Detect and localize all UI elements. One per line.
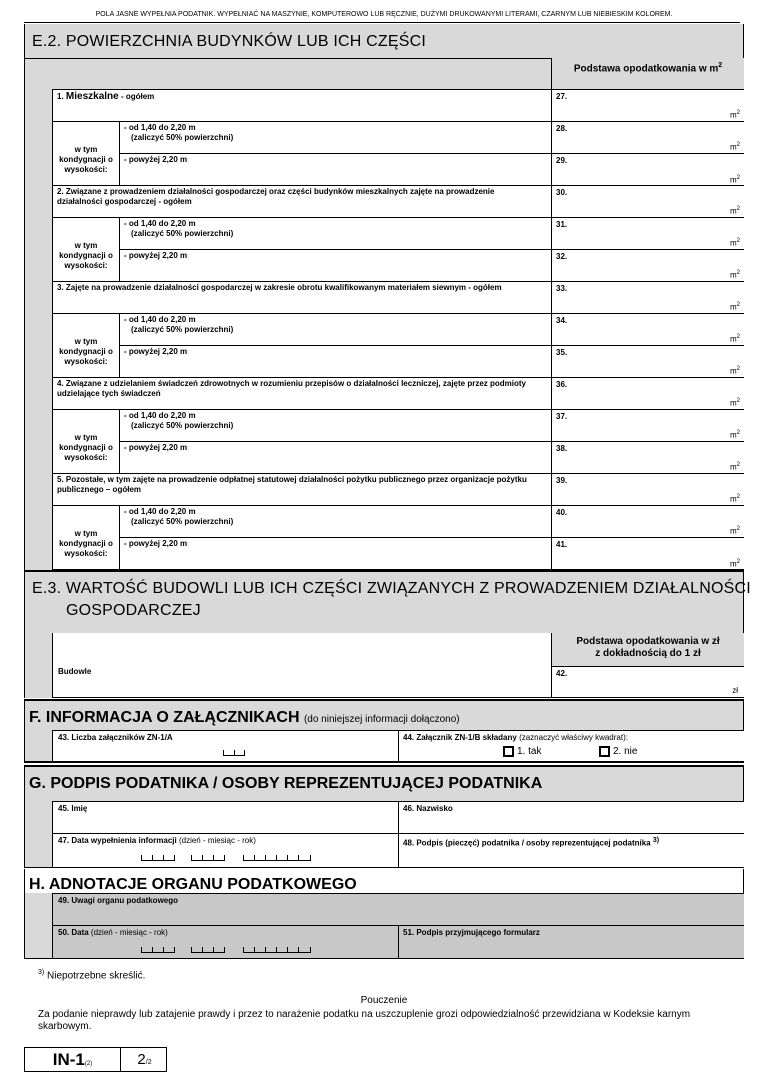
option-nie[interactable] bbox=[599, 746, 637, 757]
field-47-month-boxes bbox=[191, 856, 225, 861]
field-unit bbox=[730, 238, 740, 248]
field-47-label-text: 47. Data wypełnienia informacji bbox=[58, 836, 177, 845]
e2-subrow-rule bbox=[120, 345, 551, 346]
field-number: 33. bbox=[556, 284, 568, 293]
option-tak[interactable] bbox=[503, 746, 541, 757]
e2-subrow-rule bbox=[52, 121, 551, 122]
e3-row-label: Budowle bbox=[58, 667, 92, 676]
field-50-year-boxes bbox=[243, 948, 311, 953]
field-number: 34. bbox=[556, 316, 568, 325]
field-unit bbox=[730, 559, 740, 569]
field-unit-text: m bbox=[729, 239, 737, 248]
field-50-month-boxes bbox=[191, 948, 225, 953]
page-total: /2 bbox=[145, 1059, 152, 1066]
field-47-year-boxes bbox=[243, 856, 311, 861]
field-50-hint: (dzień - miesiąc - rok) bbox=[90, 928, 168, 937]
e2-subrow-rule bbox=[52, 313, 551, 314]
pouczenie-text: Za podanie nieprawdy lub zatajenie prawdy i przez to narażenie podatku na uszczuplenie grozi odpowiedzialność przewidziana w Kodeksie karnym skarbowym. bbox=[38, 1009, 691, 1032]
field-unit-text: m bbox=[729, 560, 737, 569]
field-unit-sup: 2 bbox=[736, 270, 740, 277]
field-number: 41. bbox=[556, 540, 568, 549]
e2-range-low-line1: - od 1,40 do 2,20 m bbox=[124, 219, 196, 228]
e2-sub-label bbox=[52, 241, 120, 271]
field-unit bbox=[730, 175, 740, 185]
e2-sub-label bbox=[52, 529, 120, 559]
field-46-label: 46. Nazwisko bbox=[403, 804, 453, 813]
field-47-day-boxes bbox=[141, 856, 175, 861]
field-area-high[interactable] bbox=[551, 441, 744, 473]
checkbox-tak[interactable] bbox=[503, 746, 514, 757]
field-unit-text: m bbox=[729, 527, 737, 536]
field-unit bbox=[730, 270, 740, 280]
form-id: IN-1 bbox=[52, 1050, 85, 1069]
field-number: 38. bbox=[556, 444, 568, 453]
fill-instructions: POLA JASNE WYPEŁNIA PODATNIK. WYPEŁNIAĆ NA MASZYNIE, KOMPUTEROWO LUB RĘCZNIE, DUŻYMI DRUKOWANYMI LITERAMI, CZARNYM LUB NIEBIESKIM KOLOREM. bbox=[95, 11, 673, 18]
e2-range-low bbox=[124, 315, 233, 335]
field-unit bbox=[730, 334, 740, 344]
e3-column-header-line1: Podstawa opodatkowania w zł bbox=[576, 636, 720, 647]
field-unit-sup: 2 bbox=[736, 302, 740, 309]
e2-group-title: 4. Związane z udzielaniem świadczeń zdrowotnych w rozumieniu przepisów o działalności leczniczej, zajęte przez podmioty udzielające tych świadczeń bbox=[57, 379, 526, 398]
footnote-text: Niepotrzebne skreślić. bbox=[47, 970, 146, 982]
e2-sub-label-line2: kondygnacji o bbox=[59, 155, 113, 164]
e2-group-title bbox=[57, 91, 154, 102]
field-unit-text: m bbox=[729, 271, 737, 280]
e2-range-low-line2: (zaliczyć 50% powierzchni) bbox=[131, 421, 234, 430]
e2-sub-label-line1: w tym bbox=[74, 337, 98, 346]
e3-column-header-line2: z dokładnością do 1 zł bbox=[595, 648, 701, 659]
field-area-high[interactable] bbox=[551, 249, 744, 281]
field-unit bbox=[730, 398, 740, 408]
e2-sub-label-line2: kondygnacji o bbox=[59, 347, 113, 356]
e2-range-low bbox=[124, 219, 233, 239]
field-48-label-text: 48. Podpis (pieczęć) podatnika / osoby reprezentującej podatnika bbox=[403, 838, 651, 848]
field-42[interactable] bbox=[551, 666, 744, 698]
field-unit bbox=[730, 302, 740, 312]
field-area-high[interactable] bbox=[551, 537, 744, 570]
field-unit bbox=[730, 110, 740, 120]
field-unit-text: m bbox=[729, 143, 737, 152]
field-48-label bbox=[403, 836, 659, 849]
e2-group-title: 5. Pozostałe, w tym zajęte na prowadzenie odpłatnej statutowej działalności pożytku publicznego przez organizacje pożytku publicznego – ogółem bbox=[57, 475, 527, 494]
field-unit-text: m bbox=[729, 399, 737, 408]
field-area-total[interactable] bbox=[551, 89, 744, 121]
e2-sub-label-line2: kondygnacji o bbox=[59, 251, 113, 260]
field-area-total[interactable] bbox=[551, 473, 744, 505]
field-unit-sup: 2 bbox=[736, 526, 740, 533]
field-47-hint: (dzień - miesiąc - rok) bbox=[178, 836, 256, 845]
e2-group-title-main: Mieszkalne bbox=[65, 91, 119, 102]
field-50-label bbox=[58, 928, 168, 938]
e2-range-low-line1: - od 1,40 do 2,20 m bbox=[124, 315, 196, 324]
e2-sub-label-line3: wysokości: bbox=[64, 165, 108, 174]
field-unit-sup: 2 bbox=[736, 175, 740, 182]
field-unit bbox=[730, 494, 740, 504]
footnote bbox=[38, 969, 145, 981]
e3-label-cell bbox=[52, 633, 551, 698]
field-unit-text: m bbox=[729, 335, 737, 344]
e2-range-high: - powyżej 2,20 m bbox=[124, 443, 188, 452]
field-49 bbox=[52, 893, 744, 925]
checkbox-nie[interactable] bbox=[599, 746, 610, 757]
f-title-sub: (do niniejszej informacji dołączono) bbox=[303, 714, 460, 725]
e2-range-low-line1: - od 1,40 do 2,20 m bbox=[124, 411, 196, 420]
f-title-text: F. INFORMACJA O ZAŁĄCZNIKACH bbox=[29, 709, 300, 726]
field-42-number: 42. bbox=[556, 669, 568, 678]
field-unit-sup: 2 bbox=[736, 494, 740, 501]
e2-range-low-line1: - od 1,40 do 2,20 m bbox=[124, 507, 196, 516]
e2-sub-label-line3: wysokości: bbox=[64, 549, 108, 558]
field-51 bbox=[398, 925, 744, 958]
field-number: 29. bbox=[556, 156, 568, 165]
field-unit bbox=[730, 206, 740, 216]
field-unit bbox=[730, 430, 740, 440]
field-area-low[interactable] bbox=[551, 313, 744, 345]
field-44-label-text: 44. Załącznik ZN-1/B składany bbox=[403, 733, 517, 742]
e2-subrow-rule bbox=[120, 441, 551, 442]
pouczenie-title: Pouczenie bbox=[360, 995, 408, 1006]
field-50 bbox=[52, 925, 398, 958]
field-number: 36. bbox=[556, 380, 568, 389]
field-unit bbox=[730, 462, 740, 472]
e3-title-line1: E.3. WARTOŚĆ BUDOWLI LUB ICH CZĘŚCI ZWIĄZANYCH Z PROWADZENIEM DZIAŁALNOŚCI bbox=[32, 580, 751, 597]
field-45[interactable] bbox=[52, 801, 398, 833]
e2-range-low bbox=[124, 507, 233, 527]
form-id-cell bbox=[25, 1048, 121, 1071]
field-area-total[interactable] bbox=[551, 281, 744, 313]
page-number: 2 bbox=[137, 1051, 146, 1068]
field-unit-text: m bbox=[729, 303, 737, 312]
field-unit-sup: 2 bbox=[736, 238, 740, 245]
field-44 bbox=[398, 730, 744, 761]
field-unit-text: m bbox=[729, 495, 737, 504]
e2-range-low-line2: (zaliczyć 50% powierzchni) bbox=[131, 517, 234, 526]
e2-group-title-num: 1. bbox=[57, 92, 64, 101]
field-unit bbox=[730, 366, 740, 376]
e2-sub-label-line1: w tym bbox=[74, 145, 98, 154]
e2-group-title: 2. Związane z prowadzeniem działalności gospodarczej oraz części budynków mieszkalnych zajęte na prowadzenie działalności gospodarczej - ogółem bbox=[57, 187, 495, 206]
e2-range-low-line2: (zaliczyć 50% powierzchni) bbox=[131, 325, 234, 334]
field-number: 37. bbox=[556, 412, 568, 421]
e2-range-low-line1: - od 1,40 do 2,20 m bbox=[124, 123, 196, 132]
field-unit-text: m bbox=[729, 176, 737, 185]
field-number: 35. bbox=[556, 348, 568, 357]
e2-group-title-rest: - ogółem bbox=[118, 92, 155, 101]
f-title bbox=[29, 709, 460, 727]
field-42-unit: zł bbox=[732, 686, 738, 695]
e2-subrow-rule bbox=[120, 537, 551, 538]
field-area-low[interactable] bbox=[551, 217, 744, 249]
e2-column-header bbox=[551, 58, 744, 89]
e2-sub-label-line2: kondygnacji o bbox=[59, 539, 113, 548]
e2-subrow-rule bbox=[120, 153, 551, 154]
field-unit-sup: 2 bbox=[736, 206, 740, 213]
field-unit-sup: 2 bbox=[736, 559, 740, 566]
footnote-sup: 3) bbox=[38, 969, 45, 976]
e2-range-low-line2: (zaliczyć 50% powierzchni) bbox=[131, 133, 234, 142]
field-43-digit-boxes bbox=[223, 751, 245, 756]
field-unit-sup: 2 bbox=[736, 462, 740, 469]
field-number: 39. bbox=[556, 476, 568, 485]
e2-title: E.2. POWIERZCHNIA BUDYNKÓW LUB ICH CZĘŚCI bbox=[32, 33, 427, 50]
field-44-label bbox=[403, 733, 628, 743]
e2-sub-label-line3: wysokości: bbox=[64, 261, 108, 270]
field-unit-sup: 2 bbox=[736, 334, 740, 341]
field-46[interactable] bbox=[398, 801, 744, 833]
e3-column-header bbox=[551, 633, 744, 666]
e2-sub-label-line1: w tym bbox=[74, 433, 98, 442]
e2-sub-label bbox=[52, 433, 120, 463]
field-number: 27. bbox=[556, 92, 568, 101]
field-43[interactable] bbox=[52, 730, 398, 761]
field-number: 30. bbox=[556, 188, 568, 197]
field-unit-text: m bbox=[729, 431, 737, 440]
field-50-label-text: 50. Data bbox=[58, 928, 89, 937]
field-47[interactable] bbox=[52, 833, 398, 867]
field-unit-text: m bbox=[729, 367, 737, 376]
field-unit-text: m bbox=[729, 111, 737, 120]
form-id-box bbox=[24, 1047, 167, 1072]
field-49-label: 49. Uwagi organu podatkowego bbox=[58, 896, 179, 905]
g-title: G. PODPIS PODATNIKA / OSOBY REPREZENTUJĄCEJ PODATNIKA bbox=[29, 775, 543, 792]
field-43-label: 43. Liczba załączników ZN-1/A bbox=[58, 733, 173, 742]
e2-sub-label-line3: wysokości: bbox=[64, 453, 108, 462]
e2-range-low bbox=[124, 411, 233, 431]
e2-sub-label-line2: kondygnacji o bbox=[59, 443, 113, 452]
field-44-hint: (zaznaczyć właściwy kwadrat): bbox=[519, 733, 628, 742]
page-number-cell bbox=[122, 1048, 167, 1071]
field-area-low[interactable] bbox=[551, 505, 744, 537]
field-unit-sup: 2 bbox=[736, 366, 740, 373]
e2-subrow-rule bbox=[52, 505, 551, 506]
field-number: 31. bbox=[556, 220, 568, 229]
field-area-low[interactable] bbox=[551, 409, 744, 441]
e2-subrow-rule bbox=[52, 409, 551, 410]
field-48-sup: 3) bbox=[652, 837, 660, 844]
e2-range-high: - powyżej 2,20 m bbox=[124, 539, 188, 548]
form-id-sub: (2) bbox=[84, 1061, 93, 1067]
option-tak-label: 1. tak bbox=[517, 746, 542, 758]
option-nie-label: 2. nie bbox=[613, 746, 638, 758]
field-unit-text: m bbox=[729, 207, 737, 216]
e2-sub-label bbox=[52, 145, 120, 175]
e2-sub-label bbox=[52, 337, 120, 367]
field-number: 40. bbox=[556, 508, 568, 517]
field-unit-sup: 2 bbox=[736, 110, 740, 117]
field-unit-text: m bbox=[729, 463, 737, 472]
field-45-label: 45. Imię bbox=[58, 804, 88, 813]
field-number: 28. bbox=[556, 124, 568, 133]
field-47-label bbox=[58, 836, 256, 846]
e2-range-high: - powyżej 2,20 m bbox=[124, 251, 188, 260]
e2-range-low bbox=[124, 123, 233, 143]
e2-range-high: - powyżej 2,20 m bbox=[124, 347, 188, 356]
e2-column-header-sup: 2 bbox=[718, 62, 723, 69]
e2-sub-label-line1: w tym bbox=[74, 241, 98, 250]
field-unit bbox=[730, 142, 740, 152]
field-unit-sup: 2 bbox=[736, 142, 740, 149]
e3-title-line2: GOSPODARCZEJ bbox=[66, 602, 201, 619]
h-title: H. ADNOTACJE ORGANU PODATKOWEGO bbox=[29, 876, 357, 893]
e2-range-low-line2: (zaliczyć 50% powierzchni) bbox=[131, 229, 234, 238]
e2-subrow-rule bbox=[52, 217, 551, 218]
e2-sub-label-line3: wysokości: bbox=[64, 357, 108, 366]
field-area-total[interactable] bbox=[551, 377, 744, 409]
field-number: 32. bbox=[556, 252, 568, 261]
e2-column-header-text: Podstawa opodatkowania w m bbox=[573, 63, 719, 75]
e2-sub-label-line1: w tym bbox=[74, 529, 98, 538]
field-48[interactable] bbox=[398, 833, 744, 867]
field-area-low[interactable] bbox=[551, 121, 744, 153]
field-unit-sup: 2 bbox=[736, 430, 740, 437]
field-area-high[interactable] bbox=[551, 153, 744, 186]
field-area-high[interactable] bbox=[551, 345, 744, 377]
field-51-label: 51. Podpis przyjmującego formularz bbox=[403, 928, 540, 937]
field-unit-sup: 2 bbox=[736, 398, 740, 405]
e2-group-title: 3. Zajęte na prowadzenie działalności gospodarczej w zakresie obrotu kwalifikowanym materiałem siewnym - ogółem bbox=[57, 283, 502, 292]
field-area-total[interactable] bbox=[551, 185, 744, 217]
e2-subrow-rule bbox=[120, 249, 551, 250]
header-rule bbox=[24, 22, 740, 23]
field-unit bbox=[730, 526, 740, 536]
field-50-day-boxes bbox=[141, 948, 175, 953]
e2-range-high: - powyżej 2,20 m bbox=[124, 155, 188, 164]
